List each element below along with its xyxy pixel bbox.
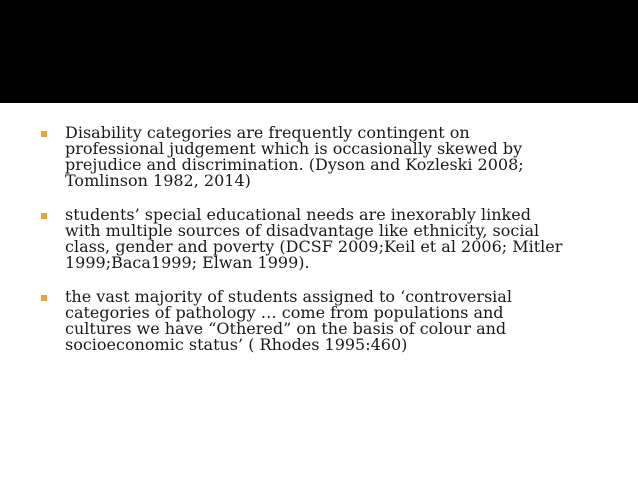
square-bullet-icon <box>41 295 47 301</box>
bullet-item-controversial-categories <box>0 289 638 353</box>
square-bullet-icon <box>41 213 47 219</box>
square-bullet-icon <box>41 131 47 137</box>
bullet-item-disability-categories <box>0 125 638 189</box>
bullet-list <box>0 125 638 371</box>
bullet-text: students’ special educational needs are inexorably linked with multiple sources of disadvantage like ethnicity, social class, gender and poverty (DCSF 2009;Keil et al 2006; Mitler 1999;Baca1999; Elwan 1999). <box>65 205 563 272</box>
bullet-item-special-educational-needs <box>0 207 638 271</box>
title-band <box>0 0 638 103</box>
bullet-text: the vast majority of students assigned to ‘controversial categories of pathology … come from populations and cultures we have “Othered” on the basis of colour and socioeconomic status’ ( Rhodes 1995:460) <box>65 287 512 354</box>
bullet-text: Disability categories are frequently contingent on professional judgement which is occasionally skewed by prejudice and discrimination. (Dyson and Kozleski 2008; Tomlinson 1982, 2014) <box>65 123 524 190</box>
